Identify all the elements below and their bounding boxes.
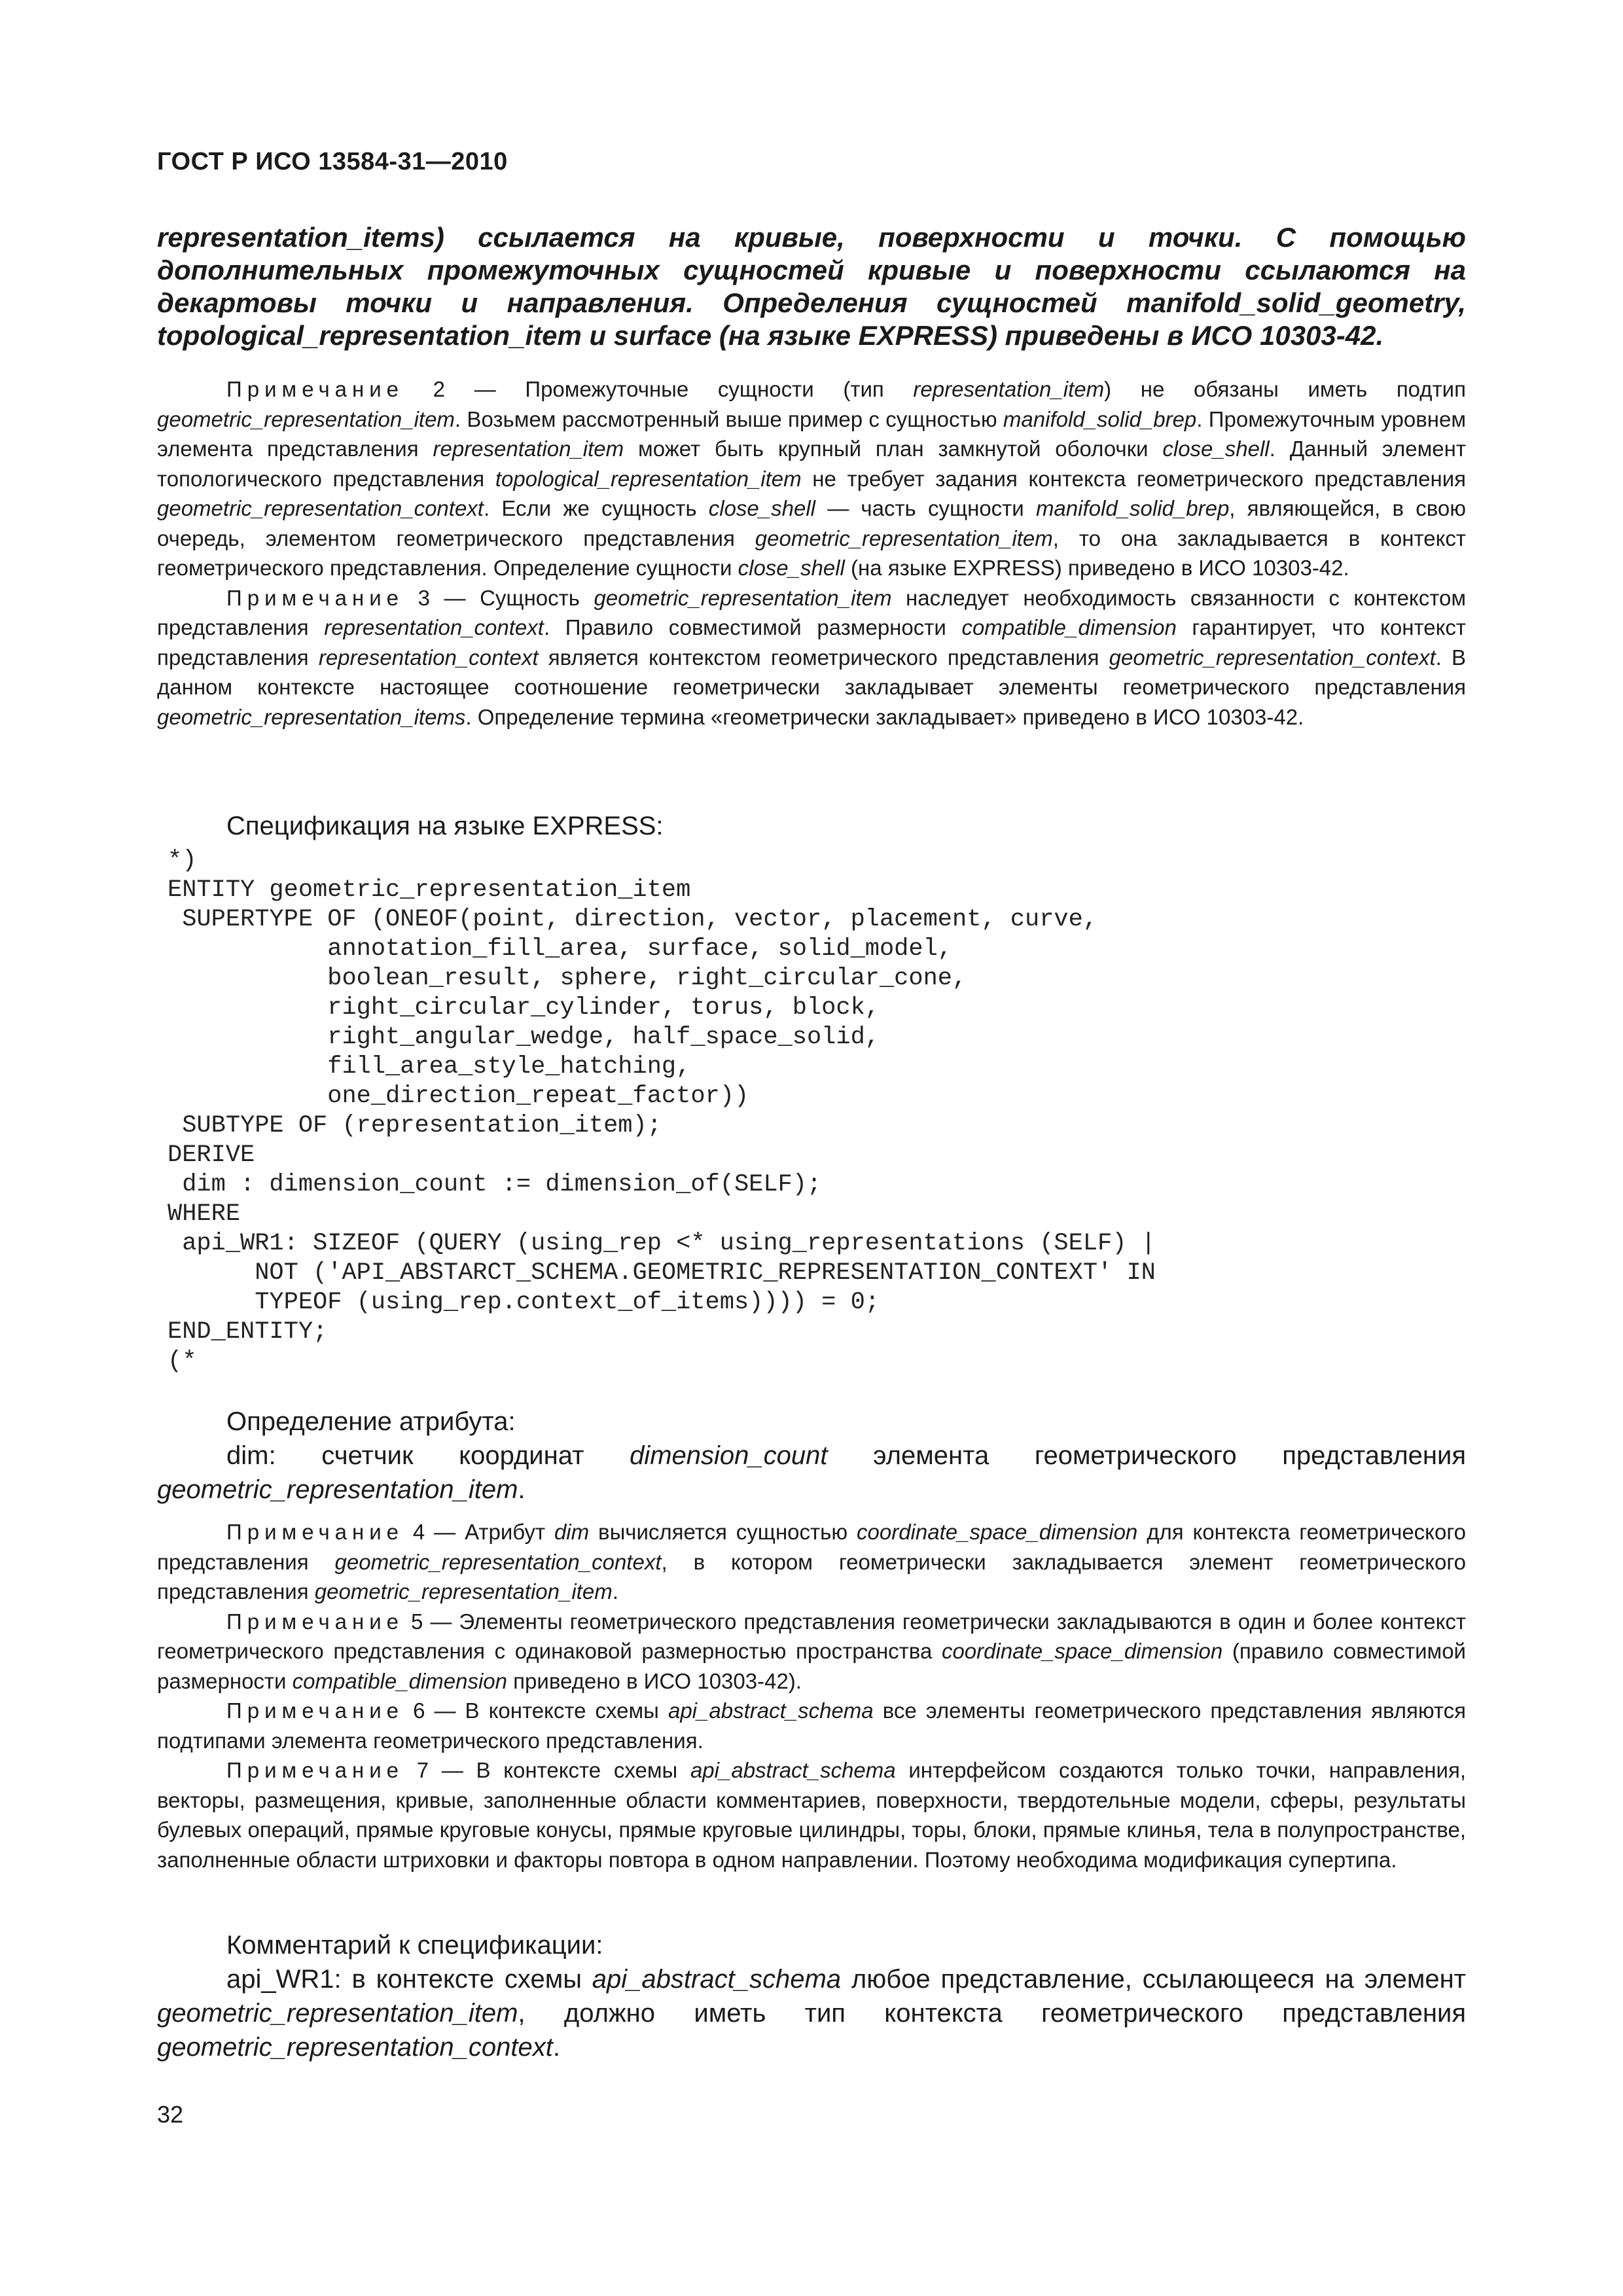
note-label: Примечание <box>226 585 404 610</box>
intro-paragraph: representation_items) ссылается на кривые, поверхности и точки. С помощью дополнительных промежуточных сущностей кривые и поверхности ссылаются на декартовы точки и направления. Определения сущностей manifold_solid_geometry, topological_representation_item и surface (на языке EXPRESS) приведены в ИСО 10303-42. <box>157 222 1466 351</box>
spec-label: Спецификация на языке EXPRESS: <box>226 812 664 840</box>
attribute-text: dim: счетчик координат dimension_count элемента геометрического представления geometric_representation_item. <box>157 1441 1467 1504</box>
attribute-definition <box>157 1405 1466 1507</box>
note-3: Примечание 3 — Сущность geometric_representation_item наследует необходимость связанности с контекстом представления representation_context. Правило совместимой размерности compatible_dimension гарантирует, что контекст представления representation_context является контекстом геометрического представления geometric_representation_context. В данном контексте настоящее соотношение геометрически закладывает элементы геометрического представления geometric_representation_items. Определение термина «геометрически закладывает» приведено в ИСО 10303-42. <box>157 585 1467 729</box>
comment-text: api_WR1: в контексте схемы api_abstract_schema любое представление, ссылающееся на элемент geometric_representation_item, должно иметь тип контекста геометрического представления geometric_representation_context. <box>157 1965 1467 2062</box>
document-header: ГОСТ Р ИСО 13584-31—2010 <box>157 148 508 175</box>
note-number: 6 <box>404 1698 425 1723</box>
attribute-heading: Определение атрибута: <box>226 1407 516 1436</box>
express-code-block: *) ENTITY geometric_representation_item SUPERTYPE OF (ONEOF(point, direction, vector, placement, curve, annotation_fill_area, surface, solid_model, boolean_result, sphere, right_circular_cone, right_circular_cylinder, torus, block, right_angular_wedge, half_space_solid, fill_area_style_hatching, one_direction_repeat_factor)) SUBTYPE OF (representation_item); DERIVE dim : dimension_count := dimension_of(SELF); WHERE api_WR1: SIZEOF (QUERY (using_rep <* using_representations (SELF) | NOT ('API_ABSTARCT_SCHEMA.GEOMETRIC_REPRESENTATION_CONTEXT' IN TYPEOF (using_rep.context_of_items)))) = 0; END_ENTITY; (* <box>168 847 1156 1375</box>
note-number: 7 <box>404 1758 429 1782</box>
note-number: 3 <box>404 585 430 610</box>
note-4: Примечание 4 — Атрибут dim вычисляется сущностью coordinate_space_dimension для контекста геометрического представления geometric_representation_context, в котором геометрически закладывается элемент геометрического представления geometric_representation_item. <box>157 1520 1466 1604</box>
note-6: Примечание 6 — В контексте схемы api_abstract_schema все элементы геометрического представления являются подтипами элемента геометрического представления. <box>157 1698 1466 1753</box>
note-number: 2 <box>404 377 446 401</box>
note-number: 4 <box>404 1520 425 1544</box>
notes-group-a <box>157 374 1466 732</box>
note-label: Примечание <box>226 1609 404 1634</box>
comment-heading: Комментарий к спецификации: <box>226 1931 603 1960</box>
note-label: Примечание <box>226 1758 404 1782</box>
note-number: 5 <box>404 1609 423 1634</box>
note-label: Примечание <box>226 377 404 401</box>
note-7: Примечание 7 — В контексте схемы api_abstract_schema интерфейсом создаются только точки, направления, векторы, размещения, кривые, заполненные области комментариев, поверхности, твердотельные модели, сферы, результаты булевых операций, прямые круговые конусы, прямые круговые цилиндры, торы, блоки, прямые клинья, тела в полупространстве, заполненные области штриховки и факторы повтора в одном направлении. Поэтому необходима модификация супертипа. <box>157 1758 1466 1872</box>
note-5: Примечание 5 — Элементы геометрического представления геометрически закладываются в один и более контекст геометрического представления с одинаковой размерностью пространства coordinate_space_dimension (правило совместимой размерности compatible_dimension приведено в ИСО 10303-42). <box>157 1609 1466 1693</box>
specification-comment <box>157 1928 1466 2064</box>
page-number: 32 <box>157 2101 184 2128</box>
note-label: Примечание <box>226 1520 404 1544</box>
note-2: Примечание 2 — Промежуточные сущности (тип representation_item) не обязаны иметь подтип geometric_representation_item. Возьмем рассмотренный выше пример с сущностью manifold_solid_brep. Промежуточным уровнем элемента представления representation_item может быть крупный план замкнутой оболочки close_shell. Данный элемент топологического представления topological_representation_item не требует задания контекста геометрического представления geometric_representation_context. Если же сущность close_shell — часть сущности manifold_solid_brep, являющейся, в свою очередь, элементом геометрического представления geometric_representation_item, то она закладывается в контекст геометрического представления. Определение сущности close_shell (на языке EXPRESS) приведено в ИСО 10303-42. <box>157 377 1467 580</box>
note-label: Примечание <box>226 1698 404 1723</box>
notes-group-b <box>157 1517 1466 1874</box>
